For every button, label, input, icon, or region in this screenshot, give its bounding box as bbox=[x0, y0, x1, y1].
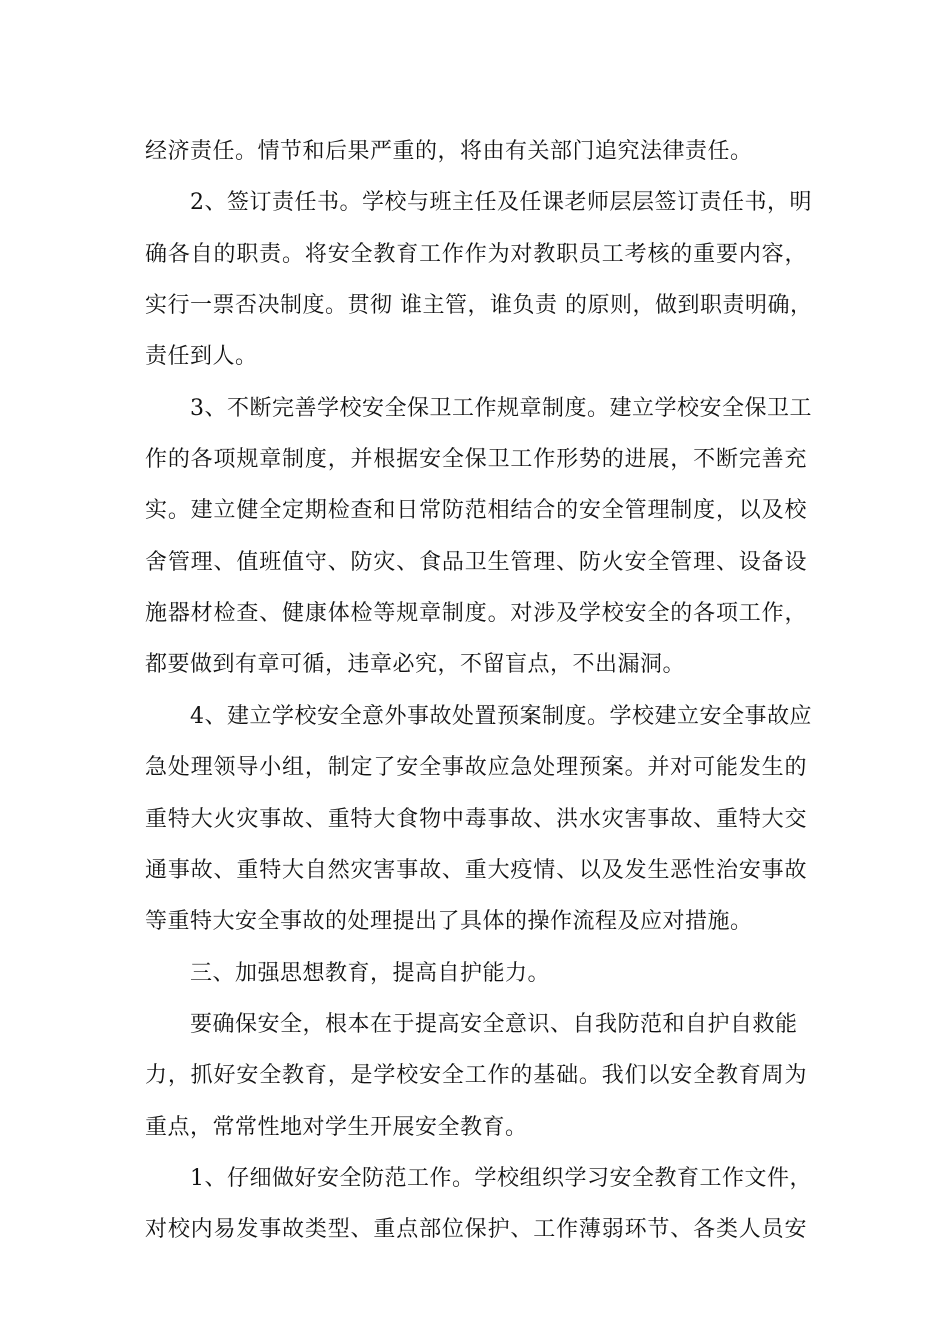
text-line-13: 急处理领导小组，制定了安全事故应急处理预案。并对可能发生的 bbox=[145, 755, 807, 780]
text-line-19: 力，抓好安全教育，是学校安全工作的基础。我们以安全教育周为 bbox=[145, 1063, 807, 1088]
text-line-5: 责任到人。 bbox=[145, 344, 258, 369]
text-line-1: 经济责任。情节和后果严重的，将由有关部门追究法律责任。 bbox=[145, 139, 753, 164]
text-line-11: 都要做到有章可循，违章必究，不留盲点，不出漏洞。 bbox=[145, 652, 686, 677]
text-line-3: 确各自的职责。将安全教育工作作为对教职员工考核的重要内容， bbox=[145, 242, 807, 267]
text-line-12: 4、建立学校安全意外事故处置预案制度。学校建立安全事故应 bbox=[190, 704, 812, 729]
text-line-14: 重特大火灾事故、重特大食物中毒事故、洪水灾害事故、重特大交 bbox=[145, 807, 807, 832]
text-line-4: 实行一票否决制度。贯彻 谁主管，谁负责 的原则，做到职责明确， bbox=[145, 293, 813, 318]
text-line-2: 2、签订责任书。学校与班主任及任课老师层层签订责任书，明 bbox=[190, 190, 812, 215]
text-line-8: 实。建立健全定期检查和日常防范相结合的安全管理制度，以及校 bbox=[145, 498, 807, 523]
text-line-6: 3、不断完善学校安全保卫工作规章制度。建立学校安全保卫工 bbox=[190, 396, 812, 421]
text-line-21: 1、仔细做好安全防范工作。学校组织学习安全教育工作文件， bbox=[190, 1166, 812, 1191]
section-heading: 三、加强思想教育，提高自护能力。 bbox=[190, 961, 551, 986]
text-line-7: 作的各项规章制度，并根据安全保卫工作形势的进展，不断完善充 bbox=[145, 447, 807, 472]
text-line-20: 重点，常常性地对学生开展安全教育。 bbox=[145, 1115, 528, 1140]
text-line-10: 施器材检查、健康体检等规章制度。对涉及学校安全的各项工作， bbox=[145, 601, 807, 626]
text-line-16: 等重特大安全事故的处理提出了具体的操作流程及应对措施。 bbox=[145, 909, 753, 934]
text-line-15: 通事故、重特大自然灾害事故、重大疫情、以及发生恶性治安事故 bbox=[145, 858, 807, 883]
text-line-18: 要确保安全，根本在于提高安全意识、自我防范和自护自救能 bbox=[190, 1012, 798, 1037]
text-line-22: 对校内易发事故类型、重点部位保护、工作薄弱环节、各类人员安 bbox=[145, 1217, 807, 1242]
text-line-9: 舍管理、值班值守、防灾、食品卫生管理、防火安全管理、设备设 bbox=[145, 550, 807, 575]
